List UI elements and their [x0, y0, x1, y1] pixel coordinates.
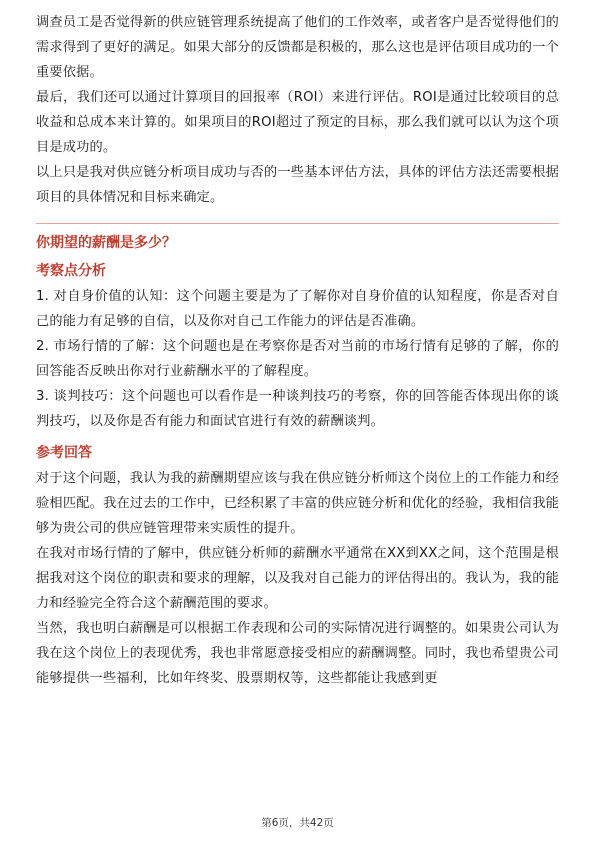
answer-paragraph: 当然，我也明白薪酬是可以根据工作表现和公司的实际情况进行调整的。如果贵公司认为我在这个岗位上的表现优秀，我也非常愿意接受相应的薪酬调整。同时，我也希望贵公司能够提供一些福利，比如年终奖、股票期权等，这些都能让我感到更: [36, 621, 559, 686]
answer-paragraph: 在我对市场行情的了解中，供应链分析师的薪酬水平通常在XX到XX之间，这个范围是根据我对这个岗位的职责和要求的理解，以及我对自己能力的评估得出的。我认为，我的能力和经验完全符合这个薪酬范围的要求。: [36, 546, 559, 611]
section-divider: [36, 223, 559, 224]
answer-heading: 参考回答: [36, 445, 92, 461]
intro-paragraph: 以上只是我对供应链分析项目成功与否的一些基本评估方法，具体的评估方法还需要根据项目的具体情况和目标来确定。: [36, 165, 559, 205]
analysis-heading: 考察点分析: [36, 263, 106, 279]
question-section: [36, 232, 559, 691]
intro-paragraph: 最后，我们还可以通过计算项目的回报率（ROI）来进行评估。ROI是通过比较项目的总收益和总成本来计算的。如果项目的ROI超过了预定的目标，那么我们就可以认为这个项目是成功的。: [36, 90, 559, 155]
analysis-point: 1. 对自身价值的认知：这个问题主要是为了了解你对自身价值的认知程度，你是否对自己的能力有足够的自信，以及你对自己工作能力的评估是否准确。: [36, 289, 559, 329]
intro-section: [36, 10, 559, 210]
analysis-point: 2. 市场行情的了解：这个问题也是在考察你是否对当前的市场行情有足够的了解，你的回答能否反映出你对行业薪酬水平的了解程度。: [36, 339, 559, 379]
analysis-point: 3. 谈判技巧：这个问题也可以看作是一种谈判技巧的考察，你的回答能否体现出你的谈判技巧，以及你是否有能力和面试官进行有效的薪酬谈判。: [36, 389, 559, 429]
page-number: 第6页，共42页: [261, 817, 334, 829]
question-title: 你期望的薪酬是多少？: [36, 235, 176, 251]
page-content: [36, 10, 559, 691]
answer-paragraph: 对于这个问题，我认为我的薪酬期望应该与我在供应链分析师这个岗位上的工作能力和经验相匹配。我在过去的工作中，已经积累了丰富的供应链分析和优化的经验，我相信我能够为贵公司的供应链管理带来实质性的提升。: [36, 471, 559, 536]
intro-paragraph: 调查员工是否觉得新的供应链管理系统提高了他们的工作效率，或者客户是否觉得他们的需求得到了更好的满足。如果大部分的反馈都是积极的，那么这也是评估项目成功的一个重要依据。: [36, 15, 559, 80]
